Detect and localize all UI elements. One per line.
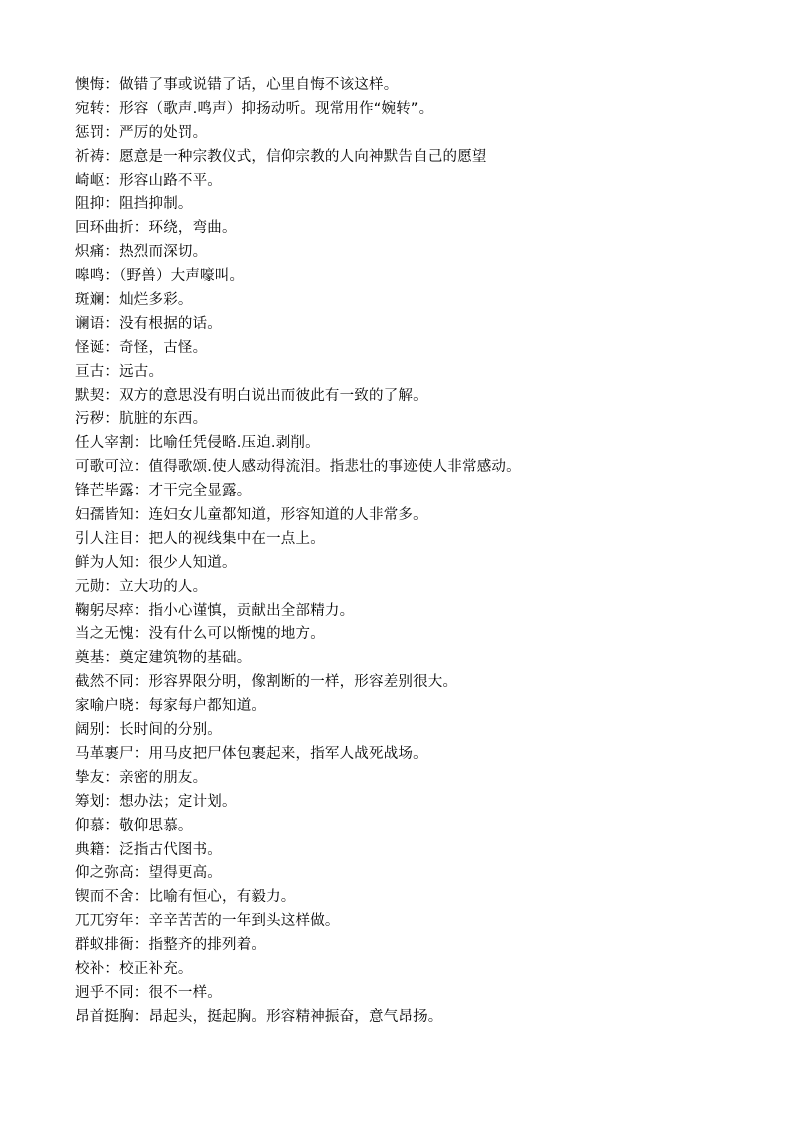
vocab-entry: 锲而不舍：比喻有恒心，有毅力。 bbox=[75, 889, 296, 906]
vocab-entry: 任人宰割：比喻任凭侵略.压迫.剥削。 bbox=[75, 435, 320, 452]
vocab-entry: 筹划：想办法；定计划。 bbox=[75, 793, 237, 810]
vocab-entry: 阔别：长时间的分别。 bbox=[75, 722, 222, 739]
vocab-entry: 炽痛：热烈而深切。 bbox=[75, 244, 208, 261]
vocab-entry: 引人注目：把人的视线集中在一点上。 bbox=[75, 530, 325, 547]
vocab-entry: 谰语：没有根据的话。 bbox=[75, 315, 222, 332]
vocab-entry: 挚友：亲密的朋友。 bbox=[75, 769, 208, 786]
vocab-entry: 迥乎不同：很不一样。 bbox=[75, 984, 222, 1001]
vocab-entry: 家喻户晓：每家每户都知道。 bbox=[75, 698, 267, 715]
vocab-entry: 亘古：远古。 bbox=[75, 363, 164, 380]
vocab-entry: 仰慕：敬仰思慕。 bbox=[75, 817, 193, 834]
vocab-entry: 当之无愧：没有什么可以惭愧的地方。 bbox=[75, 626, 325, 643]
vocab-entry: 兀兀穷年：辛辛苦苦的一年到头这样做。 bbox=[75, 913, 340, 930]
vocab-entry: 回环曲折：环绕，弯曲。 bbox=[75, 220, 237, 237]
vocab-entry: 污秽：肮脏的东西。 bbox=[75, 411, 208, 428]
vocab-entry: 崎岖：形容山路不平。 bbox=[75, 172, 222, 189]
vocab-entry: 仰之弥高：望得更高。 bbox=[75, 865, 222, 882]
vocab-entry: 阻抑：阻挡抑制。 bbox=[75, 196, 193, 213]
vocab-entry: 群蚁排衙：指整齐的排列着。 bbox=[75, 937, 267, 954]
vocab-entry: 鲜为人知：很少人知道。 bbox=[75, 554, 237, 571]
vocab-entry: 嗥鸣：（野兽）大声嚎叫。 bbox=[75, 268, 245, 285]
vocab-entry: 宛转：形容（歌声.鸣声）抑扬动听。现常用作“婉转”。 bbox=[75, 100, 434, 117]
vocab-entry: 默契：双方的意思没有明白说出而彼此有一致的了解。 bbox=[75, 387, 428, 404]
vocab-entry: 校补：校正补充。 bbox=[75, 960, 193, 977]
vocab-entry: 怪诞：奇怪，古怪。 bbox=[75, 339, 208, 356]
vocab-entry: 斑斓：灿烂多彩。 bbox=[75, 292, 193, 309]
vocab-entry: 懊悔：做错了事或说错了话，心里自悔不该这样。 bbox=[75, 77, 399, 93]
vocab-entry: 马革裹尸：用马皮把尸体包裹起来，指军人战死战场。 bbox=[75, 745, 428, 762]
vocab-entry: 昂首挺胸：昂起头，挺起胸。形容精神振奋，意气昂扬。 bbox=[75, 1008, 443, 1025]
vocab-entry: 典籍：泛指古代图书。 bbox=[75, 841, 222, 858]
vocab-entry: 惩罚：严厉的处罚。 bbox=[75, 124, 208, 141]
vocab-entry: 奠基：奠定建筑物的基础。 bbox=[75, 650, 252, 667]
vocab-entry: 可歌可泣：值得歌颂.使人感动得流泪。指悲壮的事迹使人非常感动。 bbox=[75, 459, 521, 476]
vocab-entry: 锋芒毕露：才干完全显露。 bbox=[75, 483, 252, 500]
vocab-entry: 元勋：立大功的人。 bbox=[75, 578, 208, 595]
vocab-entry: 截然不同：形容界限分明，像割断的一样，形容差别很大。 bbox=[75, 674, 458, 691]
vocabulary-list bbox=[75, 74, 755, 1030]
vocab-entry: 妇孺皆知：连妇女儿童都知道，形容知道的人非常多。 bbox=[75, 507, 428, 524]
vocab-entry: 鞠躬尽瘁：指小心谨慎，贡献出全部精力。 bbox=[75, 602, 355, 619]
vocab-entry: 祈祷：愿意是一种宗教仪式，信仰宗教的人向神默告自己的愿望 bbox=[75, 148, 487, 165]
